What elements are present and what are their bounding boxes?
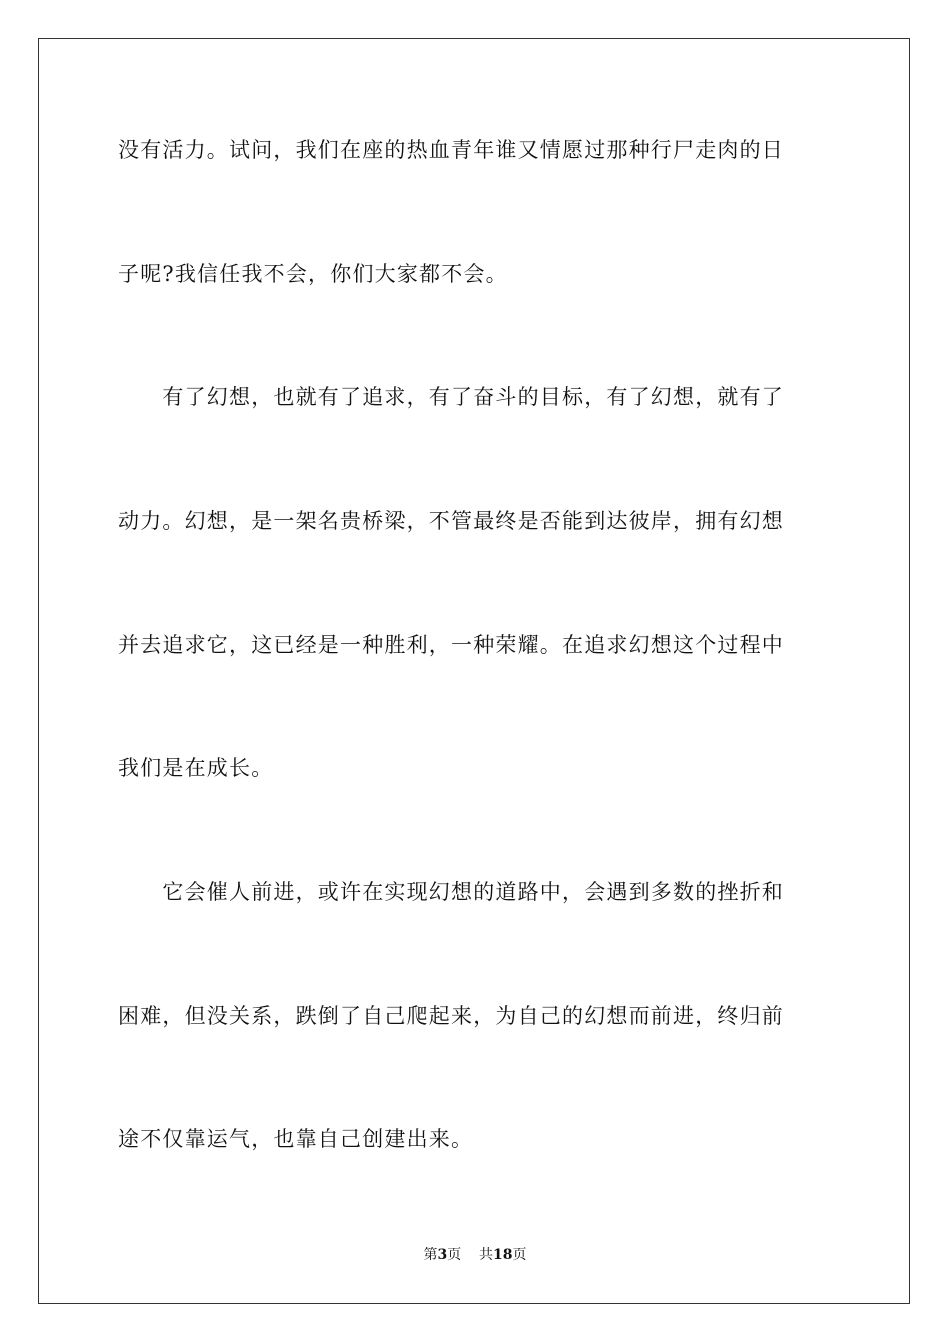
text-line: 我们是在成长。 xyxy=(118,756,274,780)
page-footer xyxy=(0,1246,950,1264)
text-line: 途不仅靠运气，也靠自己创建出来。 xyxy=(118,1127,474,1151)
page-border xyxy=(38,38,910,1304)
footer-total-suffix: 页 xyxy=(512,1247,527,1263)
footer-page-suffix: 页 xyxy=(447,1247,462,1263)
text-line: 有了幻想，也就有了追求，有了奋斗的目标，有了幻想，就有了 xyxy=(118,385,784,409)
text-line: 子呢?我信任我不会，你们大家都不会。 xyxy=(118,262,508,286)
footer-total-pages: 18 xyxy=(493,1247,513,1263)
footer-page-number: 3 xyxy=(437,1247,448,1263)
footer-page-prefix: 第 xyxy=(423,1247,438,1263)
text-line: 它会催人前进，或许在实现幻想的道路中，会遇到多数的挫折和 xyxy=(118,880,784,904)
text-line: 困难，但没关系，跌倒了自己爬起来，为自己的幻想而前进，终归前 xyxy=(118,1004,784,1028)
text-line: 没有活力。试问，我们在座的热血青年谁又情愿过那种行尸走肉的日 xyxy=(118,138,784,162)
text-line: 并去追求它，这已经是一种胜利，一种荣耀。在追求幻想这个过程中 xyxy=(118,633,784,657)
footer-total-prefix: 共 xyxy=(479,1247,494,1263)
text-line: 动力。幻想，是一架名贵桥梁，不管最终是否能到达彼岸，拥有幻想 xyxy=(118,509,784,533)
